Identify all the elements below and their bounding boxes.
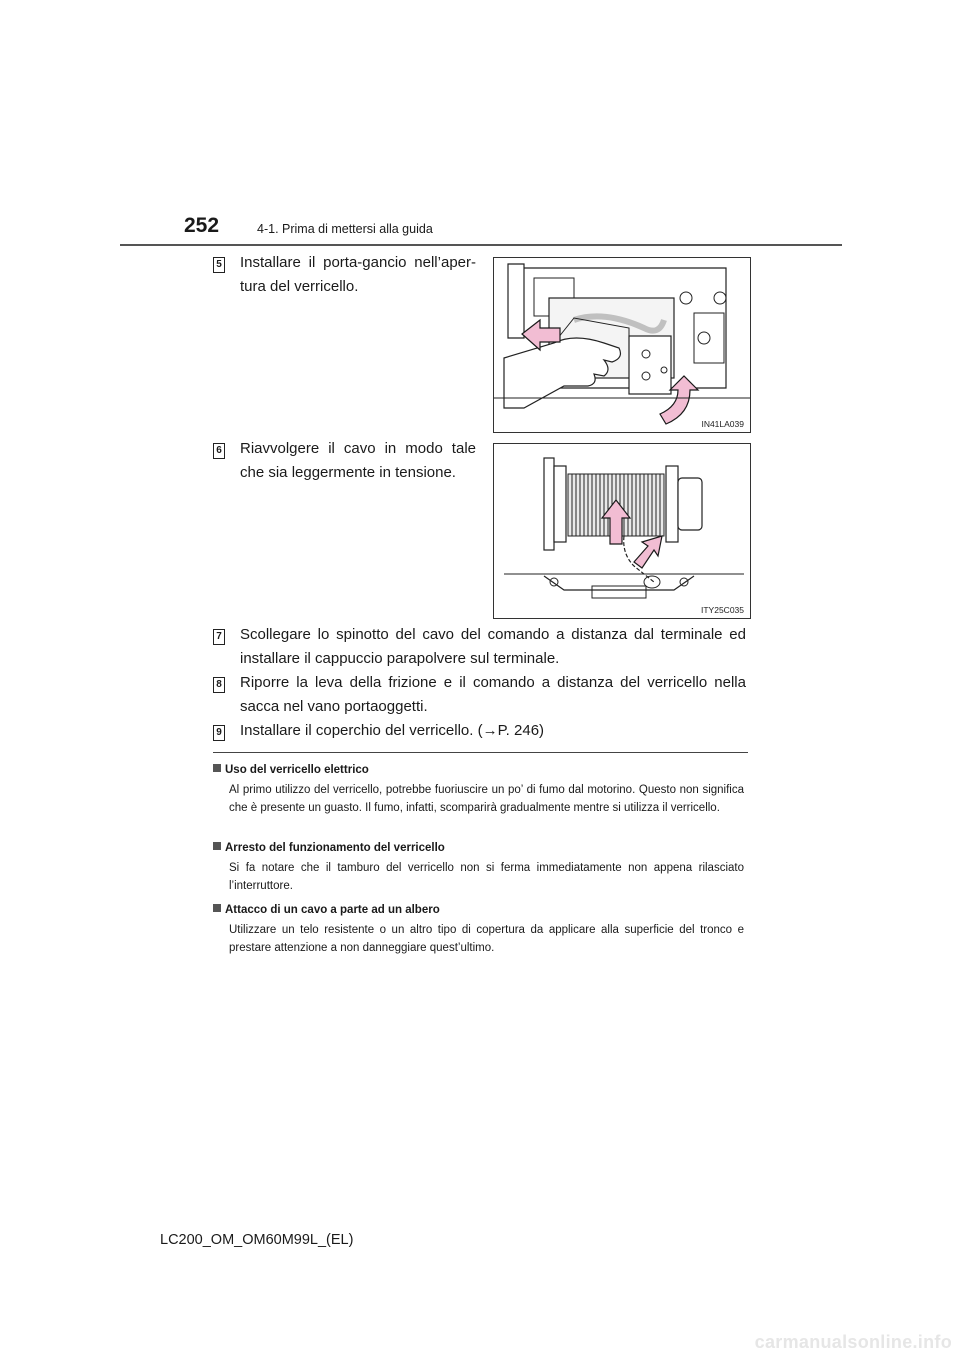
- winch-hook-figure: [493, 257, 751, 433]
- step-number-6: 6: [213, 443, 225, 459]
- note-title: Arresto del funzionamento del verricello: [213, 840, 744, 857]
- note-body: Al primo utilizzo del verricello, potrebbe fuoriuscire un po’ di fumo dal motorino. Questo non significa che è presente un guasto. Il fumo, infatti, scomparirà gradualmente mentre si utilizza il verricello.: [229, 784, 744, 814]
- note-block: [213, 902, 744, 957]
- square-bullet-icon: [213, 764, 221, 772]
- section-divider: [213, 752, 748, 753]
- note-body: Si fa notare che il tamburo del verricello non si ferma immediatamente non appena rilasciato l’interruttore.: [229, 862, 744, 892]
- document-id: LC200_OM_OM60M99L_(EL): [160, 1232, 354, 1248]
- note-body: Utilizzare un telo resistente o un altro tipo di copertura da applicare alla superficie del tronco e prestare attenzione a non danneggiare quest’ultimo.: [229, 924, 744, 954]
- note-title: Attacco di un cavo a parte ad un albero: [213, 902, 744, 919]
- square-bullet-icon: [213, 904, 221, 912]
- section-title: 4-1. Prima di mettersi alla guida: [257, 222, 433, 236]
- winch-drum-illustration: [494, 444, 750, 618]
- header-rule: [120, 244, 842, 246]
- step-text-8: Riporre la leva della frizione e il comando a distanza del verricello nella sacca nel vano portaoggetti.: [240, 674, 746, 715]
- step-text-5: Installare il porta-gancio nell’aper-tura del verricello.: [240, 254, 476, 295]
- note-block: [213, 762, 744, 817]
- watermark-text: carmanualsonline.info: [754, 1332, 952, 1352]
- step-number-8: 8: [213, 677, 225, 693]
- step-number-7: 7: [213, 629, 225, 645]
- figure-code: ITY25C035: [701, 605, 744, 615]
- step-text-6: Riavvolgere il cavo in modo tale che sia leggermente in tensione.: [240, 440, 476, 481]
- watermark: [730, 1330, 960, 1358]
- note-block: [213, 840, 744, 895]
- winch-hook-illustration: [494, 258, 750, 432]
- page-number: 252: [184, 214, 220, 237]
- note-title: Uso del verricello elettrico: [213, 762, 744, 779]
- winch-drum-figure: [493, 443, 751, 619]
- step-number-9: 9: [213, 725, 225, 741]
- figure-code: IN41LA039: [701, 419, 744, 429]
- step-number-5: 5: [213, 257, 225, 273]
- step-text-7: Scollegare lo spinotto del cavo del comando a distanza dal terminale ed installare il cappuccio parapolvere sul terminale.: [240, 626, 746, 667]
- step-text-9: Installare il coperchio del verricello. (→P. 246): [240, 722, 545, 739]
- square-bullet-icon: [213, 842, 221, 850]
